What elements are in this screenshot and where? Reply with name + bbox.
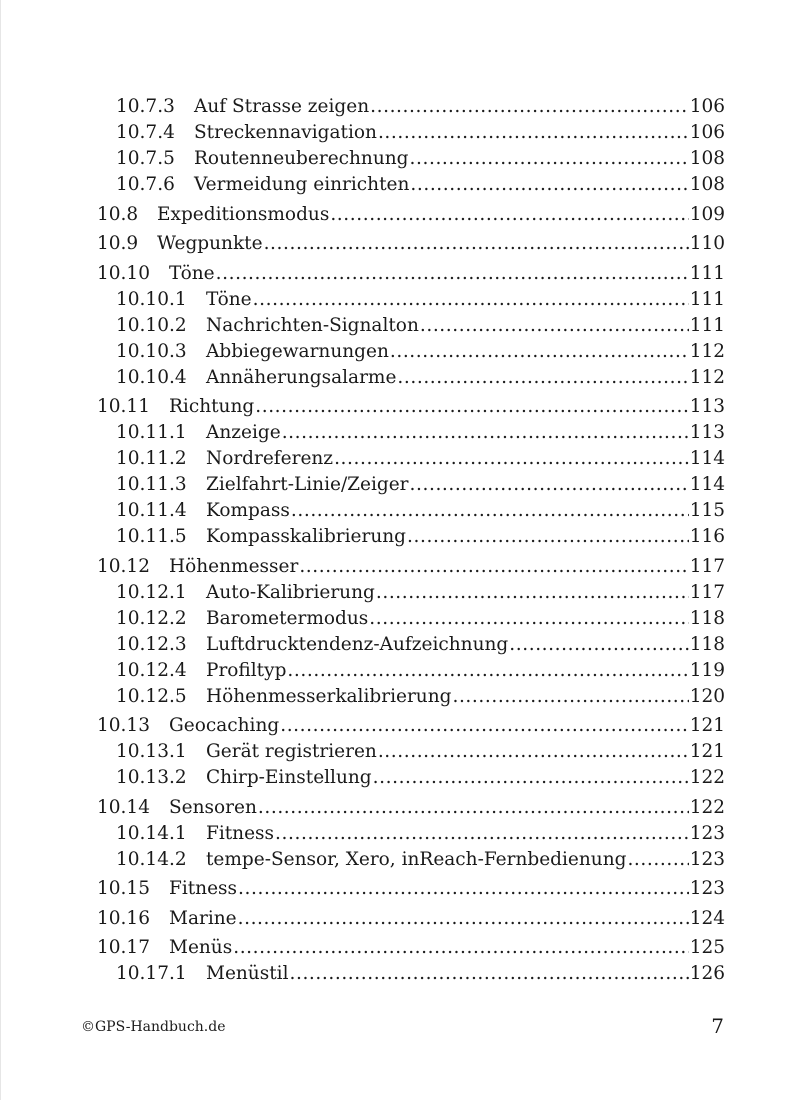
toc-entry-number: 10.10.3	[116, 340, 187, 362]
toc-entry-title: Töne	[169, 262, 215, 284]
toc-entry-number: 10.11.3	[116, 474, 187, 495]
toc-entry-number: 10.17.1	[116, 963, 187, 984]
toc-entry[interactable]	[97, 120, 725, 146]
toc-leader-dots	[238, 876, 689, 902]
toc-entry-title: Richtung	[169, 396, 255, 417]
toc-entry-page: 125	[689, 937, 725, 958]
toc-entry-page: 122	[689, 767, 725, 788]
toc-entry-page: 109	[689, 203, 725, 225]
toc-entry-page: 110	[689, 233, 725, 254]
toc-entry-title: Fitness	[169, 878, 238, 899]
toc-entry-page: 123	[689, 878, 725, 899]
toc-entry-number: 10.17	[97, 937, 150, 958]
toc-leader-dots	[287, 658, 688, 684]
toc-leader-dots	[369, 606, 688, 632]
toc-leader-dots	[410, 472, 689, 498]
toc-leader-dots	[334, 446, 689, 472]
toc-leader-dots	[410, 172, 688, 198]
footer-copyright: ©GPS-Handbuch.de	[81, 1019, 226, 1035]
toc-entry-number: 10.11.1	[116, 422, 187, 443]
toc-leader-dots	[376, 580, 689, 606]
toc-entry-page: 113	[689, 396, 725, 417]
toc-entry-page: 113	[689, 422, 725, 443]
toc-entry-page: 112	[689, 366, 725, 388]
toc-entry-title: Auf Strasse zeigen	[194, 96, 370, 117]
toc-entry-page: 106	[689, 96, 725, 117]
toc-entry[interactable]	[97, 961, 725, 987]
toc-entry-page: 115	[689, 500, 725, 521]
toc-entry-number: 10.9	[97, 233, 139, 254]
toc-entry-number: 10.12.1	[116, 581, 187, 603]
toc-entry-number: 10.12.2	[116, 607, 187, 629]
toc-entry-title: Profiltyp	[206, 659, 287, 681]
toc-leader-dots	[282, 420, 689, 446]
toc-entry[interactable]	[97, 498, 725, 524]
toc-entry[interactable]	[97, 472, 725, 498]
toc-entry-title: Höhenmesserkalibrierung	[206, 685, 452, 707]
toc-leader-dots	[410, 146, 689, 172]
toc-entry[interactable]	[97, 906, 725, 932]
toc-entry[interactable]	[97, 632, 725, 658]
toc-entry[interactable]	[97, 172, 725, 198]
toc-entry[interactable]	[97, 554, 725, 580]
toc-entry-page: 120	[689, 685, 725, 707]
toc-leader-dots	[216, 261, 689, 287]
toc-entry[interactable]	[97, 658, 725, 684]
toc-entry[interactable]	[97, 524, 725, 550]
toc-entry[interactable]	[97, 739, 725, 765]
toc-leader-dots	[258, 795, 689, 821]
toc-entry-page: 114	[689, 448, 725, 469]
toc-entry-page: 121	[689, 715, 725, 736]
toc-entry-number: 10.12.3	[116, 633, 187, 655]
toc-entry-page: 121	[689, 741, 725, 762]
toc-leader-dots	[390, 339, 689, 365]
toc-entry-title: Sensoren	[169, 796, 257, 818]
toc-entry-title: Geocaching	[169, 715, 280, 736]
toc-entry[interactable]	[97, 847, 725, 873]
toc-entry[interactable]	[97, 684, 725, 710]
toc-entry[interactable]	[97, 580, 725, 606]
toc-entry-number: 10.7.5	[116, 148, 175, 169]
toc-entry-page: 118	[689, 633, 725, 655]
toc-leader-dots	[253, 287, 689, 313]
toc-leader-dots	[397, 365, 688, 391]
toc-entry-page: 119	[689, 659, 725, 681]
toc-entry-number: 10.12.5	[116, 685, 187, 707]
toc-entry-title: Routenneuberechnung	[194, 148, 409, 169]
toc-entry-number: 10.11.4	[116, 500, 187, 521]
toc-entry-number: 10.8	[97, 203, 139, 225]
toc-entry-page: 108	[689, 174, 725, 195]
toc-leader-dots	[264, 231, 689, 257]
toc-leader-dots	[378, 739, 689, 765]
toc-entry[interactable]	[97, 795, 725, 821]
toc-entry[interactable]	[97, 765, 725, 791]
toc-entry-number: 10.11.5	[116, 526, 187, 547]
toc-entry-number: 10.14	[97, 796, 150, 818]
toc-leader-dots	[275, 821, 689, 847]
toc-entry-title: Vermeidung einrichten	[194, 174, 410, 195]
toc-entry-title: Luftdrucktendenz-Aufzeichnung	[206, 633, 509, 655]
toc-entry-number: 10.12.4	[116, 659, 187, 681]
toc-leader-dots	[280, 713, 688, 739]
toc-entry-number: 10.7.6	[116, 174, 175, 195]
toc-entry[interactable]	[97, 446, 725, 472]
toc-entry-title: Höhenmesser	[169, 555, 299, 577]
toc-entry-number: 10.14.2	[116, 848, 187, 870]
toc-entry[interactable]	[97, 202, 725, 228]
toc-leader-dots	[238, 906, 689, 932]
toc-entry-page: 111	[689, 314, 725, 336]
footer-page-number: 7	[711, 1014, 724, 1038]
toc-entry[interactable]	[97, 420, 725, 446]
toc-entry-page: 126	[689, 963, 725, 984]
toc-entry[interactable]	[97, 365, 725, 391]
toc-entry-title: Töne	[206, 288, 252, 310]
toc-entry-number: 10.13.2	[116, 767, 187, 788]
toc-entry-page: 116	[689, 526, 725, 547]
toc-entry-page: 124	[689, 907, 725, 929]
toc-entry-page: 114	[689, 474, 725, 495]
toc-entry-title: Streckennavigation	[194, 122, 377, 143]
toc-entry-title: Chirp-Einstellung	[206, 767, 372, 788]
toc-leader-dots	[407, 524, 689, 550]
toc-entry[interactable]	[97, 313, 725, 339]
toc-entry-title: Auto-Kalibrierung	[206, 581, 375, 603]
toc-entry-title: Menüs	[169, 937, 233, 958]
toc-entry-title: Annäherungsalarme	[206, 366, 397, 388]
toc-entry-title: Gerät registrieren	[206, 741, 377, 762]
table-of-contents	[97, 94, 725, 987]
toc-entry[interactable]	[97, 394, 725, 420]
toc-entry-page: 123	[689, 848, 725, 870]
toc-entry-number: 10.13	[97, 715, 150, 736]
toc-entry-number: 10.16	[97, 907, 150, 929]
toc-entry-title: tempe-Sensor, Xero, inReach-Fernbedienung	[206, 848, 627, 870]
toc-entry-title: Abbiegewarnungen	[206, 340, 389, 362]
toc-entry-title: Marine	[169, 907, 237, 929]
toc-entry[interactable]	[97, 821, 725, 847]
toc-entry-number: 10.14.1	[116, 822, 187, 844]
toc-leader-dots	[373, 765, 689, 791]
toc-entry-page: 111	[689, 262, 725, 284]
toc-entry[interactable]	[97, 935, 725, 961]
toc-leader-dots	[509, 632, 688, 658]
toc-entry-page: 117	[689, 581, 725, 603]
toc-entry-title: Nordreferenz	[206, 448, 334, 469]
toc-entry-title: Zielfahrt-Linie/Zeiger	[206, 474, 409, 495]
toc-entry[interactable]	[97, 713, 725, 739]
toc-entry-number: 10.10.1	[116, 288, 187, 310]
toc-entry-page: 117	[689, 555, 725, 577]
toc-entry-page: 122	[689, 796, 725, 818]
toc-entry-number: 10.7.3	[116, 96, 175, 117]
toc-entry-number: 10.7.4	[116, 122, 175, 143]
toc-entry[interactable]	[97, 231, 725, 257]
toc-entry-page: 123	[689, 822, 725, 844]
toc-entry-title: Menüstil	[206, 963, 289, 984]
toc-entry-title: Kompasskalibrierung	[206, 526, 407, 547]
toc-entry-title: Anzeige	[206, 422, 281, 443]
toc-entry-number: 10.15	[97, 878, 150, 899]
toc-entry-title: Nachrichten-Signalton	[206, 314, 419, 336]
toc-entry-number: 10.10	[97, 262, 150, 284]
toc-entry[interactable]	[97, 339, 725, 365]
toc-entry-page: 108	[689, 148, 725, 169]
toc-entry[interactable]	[97, 94, 725, 120]
toc-entry-page: 112	[689, 340, 725, 362]
toc-entry[interactable]	[97, 261, 725, 287]
toc-entry-title: Wegpunkte	[157, 233, 263, 254]
toc-entry-page: 111	[689, 288, 725, 310]
toc-leader-dots	[420, 313, 689, 339]
toc-leader-dots	[233, 935, 688, 961]
toc-entry-title: Barometermodus	[206, 607, 369, 629]
toc-leader-dots	[330, 202, 688, 228]
toc-leader-dots	[289, 961, 688, 987]
toc-entry-number: 10.12	[97, 555, 150, 577]
toc-entry[interactable]	[97, 287, 725, 313]
toc-leader-dots	[299, 554, 688, 580]
toc-leader-dots	[452, 684, 688, 710]
toc-entry-number: 10.10.4	[116, 366, 187, 388]
toc-entry-number: 10.13.1	[116, 741, 187, 762]
toc-leader-dots	[378, 120, 689, 146]
toc-entry-title: Kompass	[206, 500, 290, 521]
toc-entry[interactable]	[97, 146, 725, 172]
toc-leader-dots	[291, 498, 689, 524]
toc-entry-number: 10.11.2	[116, 448, 187, 469]
toc-leader-dots	[370, 94, 689, 120]
toc-entry-page: 118	[689, 607, 725, 629]
toc-entry[interactable]	[97, 606, 725, 632]
toc-leader-dots	[627, 847, 688, 873]
toc-entry-number: 10.10.2	[116, 314, 187, 336]
toc-leader-dots	[255, 394, 688, 420]
toc-entry-page: 106	[689, 122, 725, 143]
toc-entry-number: 10.11	[97, 396, 150, 417]
toc-entry-title: Fitness	[206, 822, 275, 844]
toc-entry[interactable]	[97, 876, 725, 902]
toc-entry-title: Expeditionsmodus	[157, 203, 330, 225]
